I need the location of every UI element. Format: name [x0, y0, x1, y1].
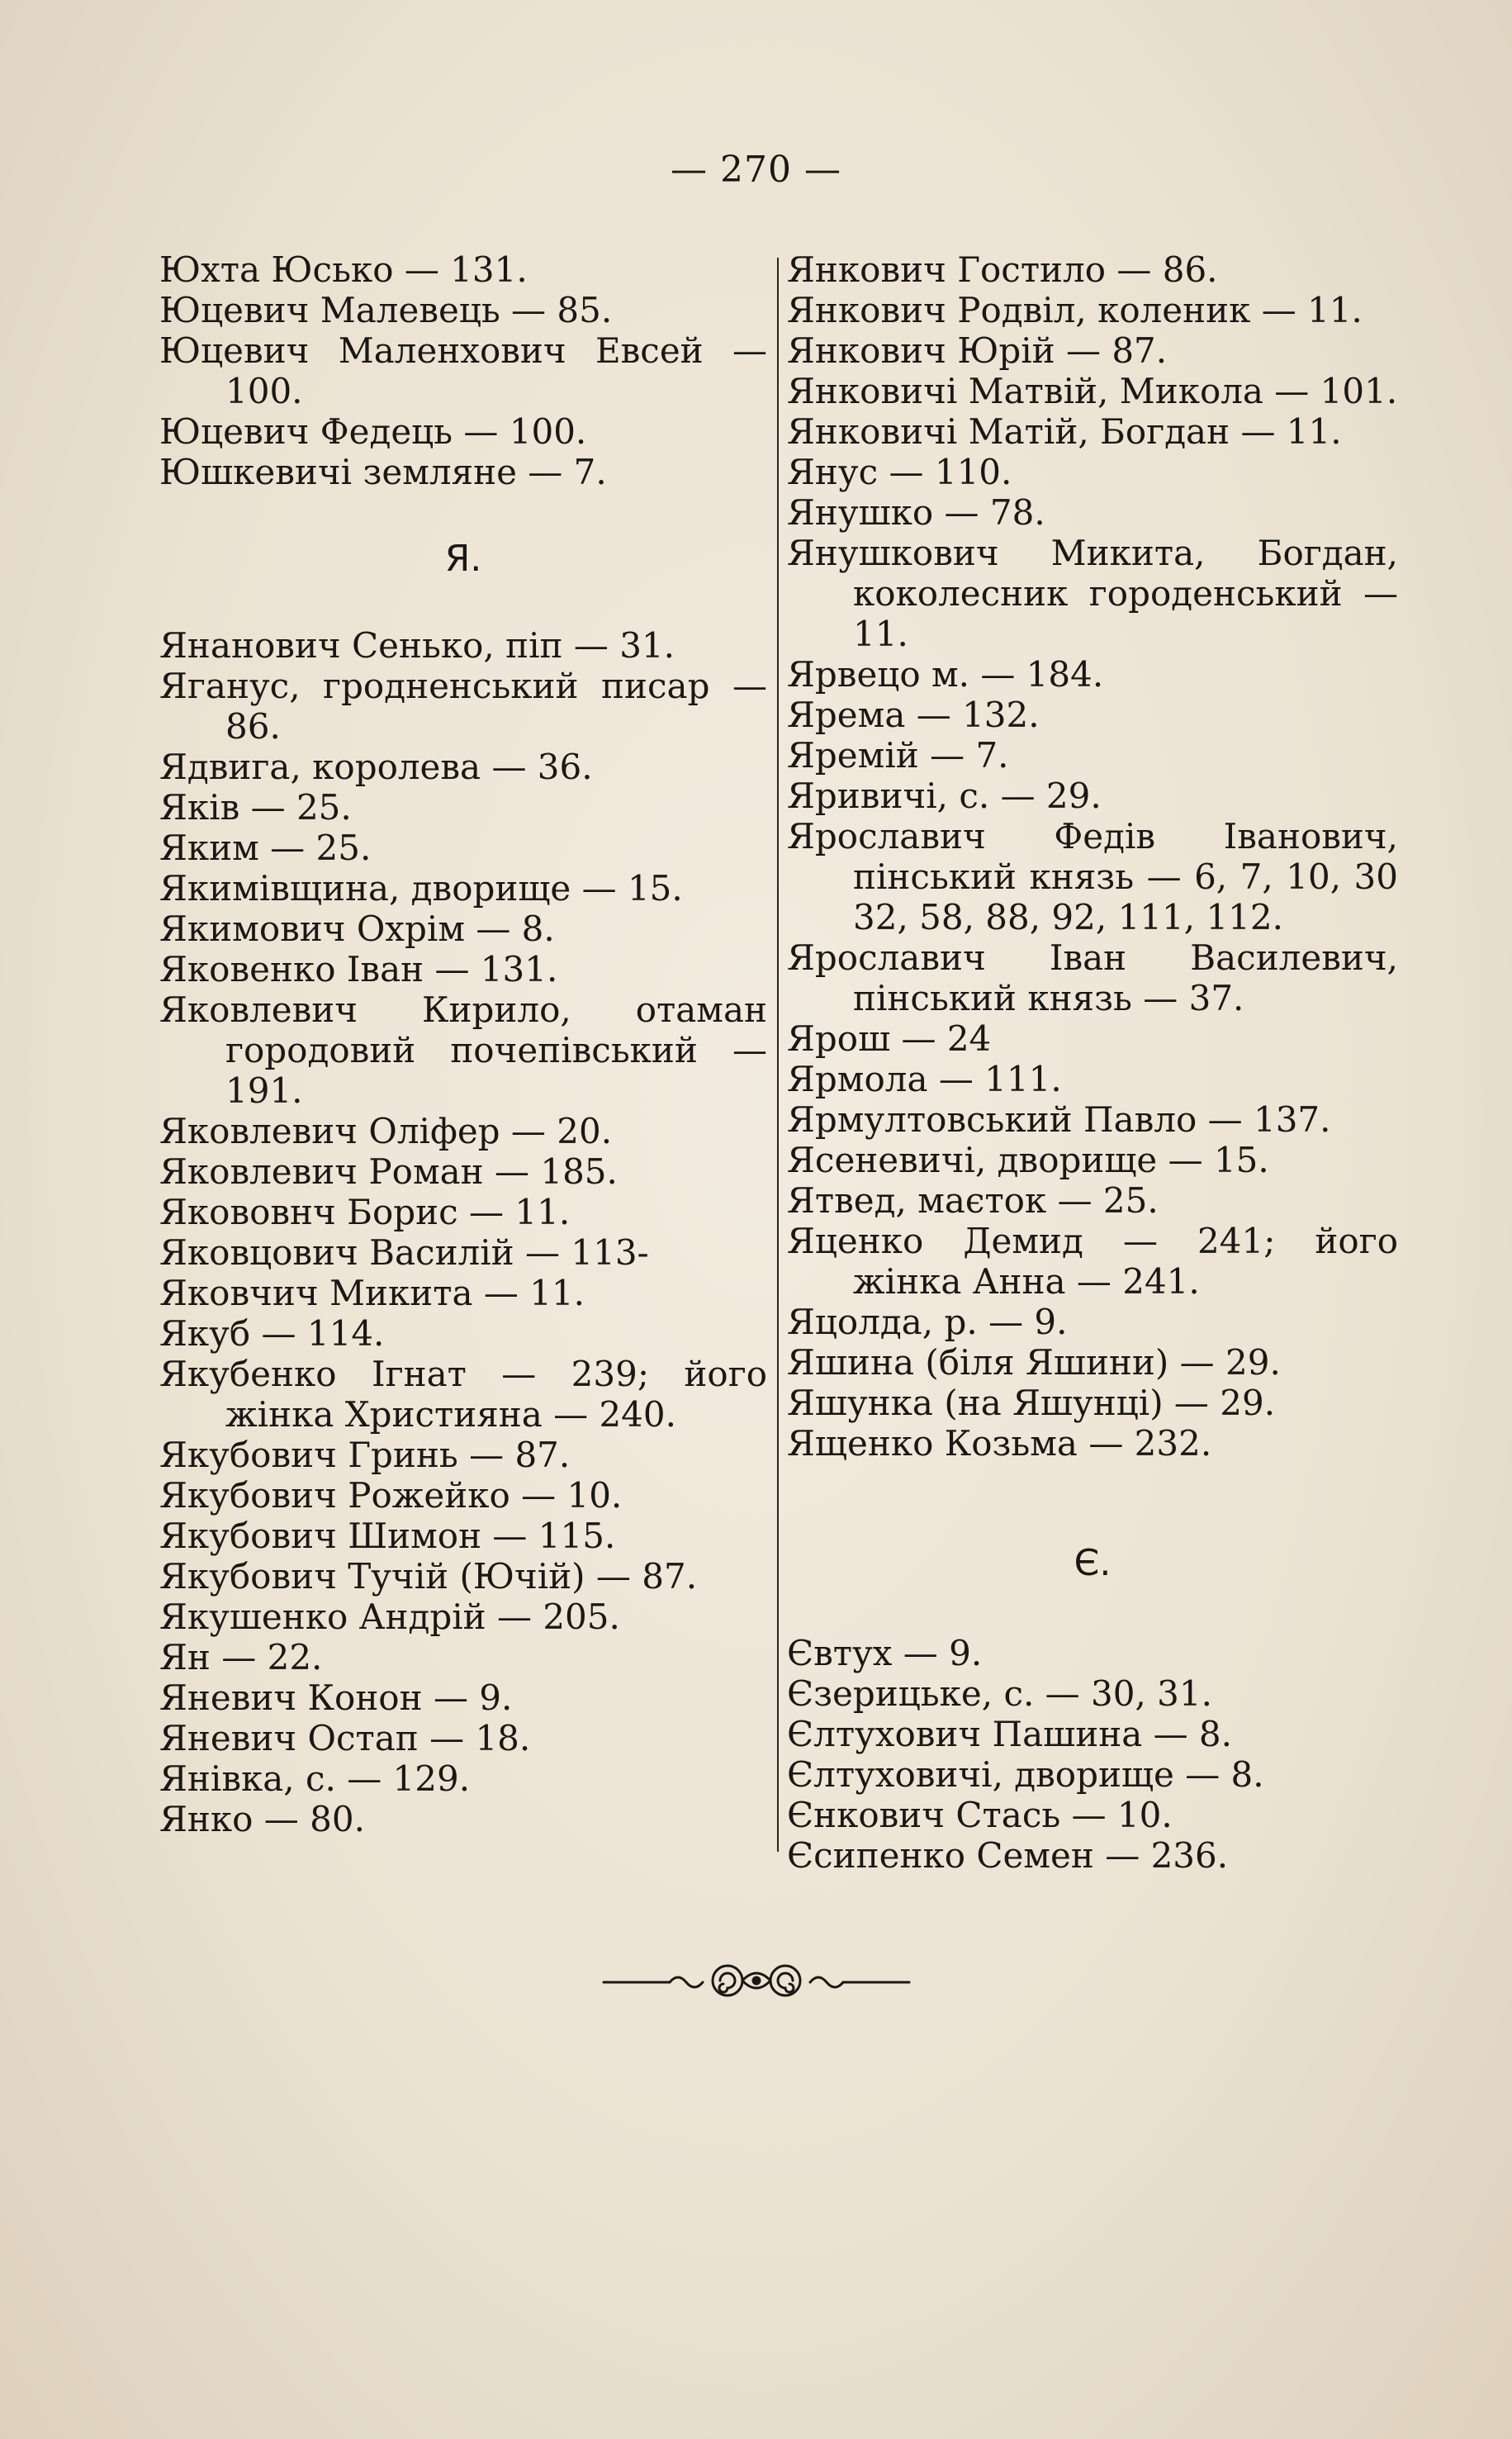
index-entry: Янковичі Матій, Богдан — 11. — [787, 411, 1342, 452]
index-entry: Яків — 25. — [159, 787, 352, 828]
index-entry: Юхта Юсько — 131. — [159, 249, 528, 290]
index-entry: Юцевич Малевець — 85. — [159, 290, 613, 330]
index-entry: Янівка, с. — 129. — [159, 1758, 471, 1799]
index-entry: Ярмола — 111. — [787, 1059, 1062, 1099]
index-entry: Янкович Юрій — 87. — [787, 330, 1168, 371]
left-column — [159, 249, 767, 1868]
index-entry: Янкович Родвіл, коленик — 11. — [787, 290, 1363, 330]
index-entry: Яковлевич Роман — 185. — [159, 1151, 618, 1192]
index-entry: Яганус, гродненський писар — 86. — [159, 666, 767, 747]
index-entry: Єсипенко Семен — 236. — [787, 1835, 1229, 1876]
index-entry: Юшкевичі земляне — 7. — [159, 452, 607, 492]
index-entry: Єзерицьке, с. — 30, 31. — [787, 1673, 1212, 1714]
index-entry: Яшунка (на Яшунці) — 29. — [787, 1383, 1276, 1423]
section-heading-ye: Є. — [1074, 1542, 1111, 1584]
index-entry: Яковцович Василій — 113- — [159, 1232, 649, 1273]
index-entry: Якимівщина, дворище — 15. — [159, 868, 683, 909]
index-entry: Ярош — 24 — [787, 1018, 992, 1059]
scroll-ornament-icon — [0, 1956, 1512, 2005]
index-entry: Якушенко Андрій — 205. — [159, 1597, 620, 1637]
index-entry: Юцевич Федець — 100. — [159, 411, 587, 452]
index-entry: Юцевич Маленхович Евсей — 100. — [159, 330, 767, 411]
index-entry: Яривичі, с. — 29. — [787, 776, 1102, 816]
index-entry: Ясеневичі, дворище — 15. — [787, 1140, 1269, 1180]
index-entry: Янанович Сенько, піп — 31. — [159, 625, 675, 666]
index-entry: Яковлевич Кирило, отаман городовий почепівський — 191. — [159, 989, 767, 1111]
index-entry: Ятвед, маєток — 25. — [787, 1180, 1159, 1221]
index-entry: Ярославич Іван Василевич, пінський князь — 37. — [787, 937, 1398, 1018]
index-entry: Яшина (біля Яшини) — 29. — [787, 1342, 1281, 1383]
index-entry: Янко — 80. — [159, 1799, 365, 1839]
page-number: — 270 — — [671, 149, 841, 191]
index-entry: Ярославич Федів Іванович, пінський князь — 6, 7, 10, 30 32, 58, 88, 92, 111, 112. — [787, 816, 1398, 937]
index-entry: Яневич Остап — 18. — [159, 1718, 531, 1758]
index-entry: Ярмултовський Павло — 137. — [787, 1099, 1331, 1140]
index-entry: Єнкович Стась — 10. — [787, 1795, 1173, 1835]
left-group-2 — [159, 625, 767, 1839]
index-entry: Янковичі Матвій, Микола — 101. — [787, 371, 1398, 411]
left-group-1 — [159, 249, 767, 492]
index-entry: Ярема — 132. — [787, 695, 1040, 735]
right-column — [787, 249, 1398, 1876]
index-entry: Яцолда, р. — 9. — [787, 1302, 1068, 1342]
index-entry: Якововнч Борис — 11. — [159, 1192, 571, 1232]
index-entry: Якубович Тучій (Ючій) — 87. — [159, 1556, 698, 1597]
index-entry: Ященко Козьма — 232. — [787, 1423, 1212, 1464]
index-entry: Ярвецо м. — 184. — [787, 654, 1104, 695]
index-entry: Якуб — 114. — [159, 1313, 385, 1354]
index-columns — [159, 249, 1398, 1876]
index-entry: Якимович Охрім — 8. — [159, 909, 555, 949]
index-entry: Янушко — 78. — [787, 492, 1045, 533]
index-entry: Якубович Шимон — 115. — [159, 1516, 616, 1556]
index-entry: Янушкович Микита, Богдан, коколесник городенський — 11. — [787, 533, 1398, 654]
index-entry: Ян — 22. — [159, 1637, 323, 1677]
index-entry: Якубович Гринь — 87. — [159, 1435, 571, 1475]
index-entry: Яневич Конон — 9. — [159, 1677, 513, 1718]
index-entry: Яремій — 7. — [787, 735, 1009, 776]
index-entry: Янус — 110. — [787, 452, 1012, 492]
index-entry: Янкович Гостило — 86. — [787, 249, 1218, 290]
index-entry: Яценко Демид — 241; його жінка Анна — 241. — [787, 1221, 1398, 1302]
index-entry: Єлтухович Пашина — 8. — [787, 1714, 1233, 1754]
index-entry: Якубенко Ігнат — 239; його жінка Християна — 240. — [159, 1354, 767, 1435]
section-heading-ya: Я. — [444, 538, 482, 580]
index-entry: Євтух — 9. — [787, 1633, 983, 1673]
index-entry: Яким — 25. — [159, 828, 372, 868]
index-entry: Єлтуховичі, дворище — 8. — [787, 1754, 1264, 1795]
index-entry: Якубович Рожейко — 10. — [159, 1475, 623, 1516]
index-entry: Яковлевич Оліфер — 20. — [159, 1111, 613, 1151]
right-group-2 — [787, 1633, 1398, 1876]
index-entry: Ядвига, королева — 36. — [159, 747, 593, 787]
index-entry: Яковчич Микита — 11. — [159, 1273, 585, 1313]
right-group-1 — [787, 249, 1398, 1464]
column-divider — [777, 258, 779, 1852]
index-entry: Яковенко Іван — 131. — [159, 949, 558, 989]
